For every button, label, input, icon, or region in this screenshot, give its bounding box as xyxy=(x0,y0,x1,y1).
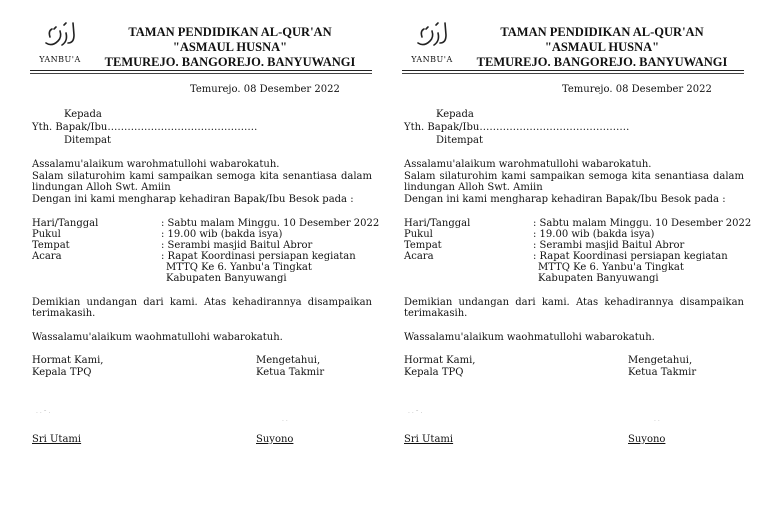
header-rule xyxy=(402,70,744,71)
header-line-1: TAMAN PENDIDIKAN AL-QUR'AN xyxy=(500,25,704,39)
signature-right-title-1: Mengetahui, xyxy=(256,355,321,366)
logo-caption: YANBU'A xyxy=(39,55,81,64)
arabic-calligraphy-icon xyxy=(40,17,80,55)
greeting: Assalamu'alaikum warohmatullohi wabarokatuh. xyxy=(32,159,280,170)
detail-value-place: : Serambi masjid Baitul Abror xyxy=(533,240,685,251)
detail-value-place: : Serambi masjid Baitul Abror xyxy=(161,240,313,251)
logo-caption: YANBU'A xyxy=(411,55,453,64)
header-line-2: "ASMAUL HUSNA" xyxy=(172,40,288,54)
header-rule-thin xyxy=(402,73,744,74)
recipient-kepada: Kepada xyxy=(64,109,102,120)
closing-paragraph: Demikian undangan dari kami. Atas kehadirannya disampaikan terimakasih. xyxy=(404,297,744,319)
recipient-ditempat: Ditempat xyxy=(64,135,112,146)
signature-left-title-1: Hormat Kami, xyxy=(404,355,476,366)
place-date: Temurejo. 08 Desember 2022 xyxy=(190,84,340,95)
yanbua-logo xyxy=(402,17,462,67)
detail-value-event-2: MTTQ Ke 6. Yanbu'a Tingkat xyxy=(166,262,312,273)
signature-mark-right: · · xyxy=(654,418,660,425)
header-line-2: "ASMAUL HUSNA" xyxy=(544,40,660,54)
detail-label-day: Hari/Tanggal xyxy=(32,218,99,229)
recipient-yth: Yth. Bapak/Ibu……………………………………… xyxy=(32,122,258,133)
detail-value-event-1: : Rapat Koordinasi persiapan kegiatan xyxy=(161,251,356,262)
detail-value-time: : 19.00 wib (bakda isya) xyxy=(161,229,283,240)
detail-value-time: : 19.00 wib (bakda isya) xyxy=(533,229,655,240)
invitation-letter-right xyxy=(372,0,752,529)
detail-label-place: Tempat xyxy=(32,240,70,251)
detail-value-event-3: Kabupaten Banyuwangi xyxy=(166,273,287,284)
detail-label-time: Pukul xyxy=(32,229,61,240)
intro-paragraph: Salam silaturohim kami sampaikan semoga kita senantiasa dalam lindungan Alloh Swt. Amiin xyxy=(404,171,744,193)
wassalam: Wassalamu'alaikum waohmatullohi wabarokatuh. xyxy=(404,332,655,343)
greeting: Assalamu'alaikum warohmatullohi wabarokatuh. xyxy=(404,159,652,170)
closing-paragraph: Demikian undangan dari kami. Atas kehadirannya disampaikan terimakasih. xyxy=(32,297,372,319)
intro-paragraph: Salam silaturohim kami sampaikan semoga kita senantiasa dalam lindungan Alloh Swt. Amiin xyxy=(32,171,372,193)
signature-mark-left: · · ˜ · xyxy=(408,410,423,417)
header-line-3: TEMUREJO. BANGOREJO. BANYUWANGI xyxy=(476,55,728,69)
detail-label-event: Acara xyxy=(404,251,434,262)
signature-right-title-1: Mengetahui, xyxy=(628,355,693,366)
detail-value-event-3: Kabupaten Banyuwangi xyxy=(538,273,659,284)
arabic-calligraphy-icon xyxy=(412,17,452,55)
signature-left-title-2: Kepala TPQ xyxy=(404,367,464,378)
header-rule-thin xyxy=(30,73,372,74)
recipient-ditempat: Ditempat xyxy=(436,135,484,146)
signature-mark-right: · · xyxy=(282,418,288,425)
signature-right-title-2: Ketua Takmir xyxy=(256,367,325,378)
yanbua-logo xyxy=(30,17,90,67)
signature-left-title-2: Kepala TPQ xyxy=(32,367,92,378)
invitation-letter-left xyxy=(0,0,380,529)
header-line-1: TAMAN PENDIDIKAN AL-QUR'AN xyxy=(128,25,332,39)
detail-label-day: Hari/Tanggal xyxy=(404,218,471,229)
signature-left-name: Sri Utami xyxy=(404,434,454,445)
detail-label-time: Pukul xyxy=(404,229,433,240)
request-line: Dengan ini kami mengharap kehadiran Bapak/Ibu Besok pada : xyxy=(404,194,726,205)
signature-left-name: Sri Utami xyxy=(32,434,82,445)
detail-value-event-1: : Rapat Koordinasi persiapan kegiatan xyxy=(533,251,728,262)
header-rule xyxy=(30,70,372,71)
signature-left-title-1: Hormat Kami, xyxy=(32,355,104,366)
request-line: Dengan ini kami mengharap kehadiran Bapak/Ibu Besok pada : xyxy=(32,194,354,205)
place-date: Temurejo. 08 Desember 2022 xyxy=(562,84,712,95)
header-line-3: TEMUREJO. BANGOREJO. BANYUWANGI xyxy=(104,55,356,69)
detail-value-day: : Sabtu malam Minggu. 10 Desember 2022 xyxy=(161,218,380,229)
detail-label-place: Tempat xyxy=(404,240,442,251)
detail-value-day: : Sabtu malam Minggu. 10 Desember 2022 xyxy=(533,218,752,229)
recipient-kepada: Kepada xyxy=(436,109,474,120)
recipient-yth: Yth. Bapak/Ibu……………………………………… xyxy=(404,122,630,133)
signature-right-name: Suyono xyxy=(628,434,666,445)
detail-value-event-2: MTTQ Ke 6. Yanbu'a Tingkat xyxy=(538,262,684,273)
wassalam: Wassalamu'alaikum waohmatullohi wabarokatuh. xyxy=(32,332,283,343)
signature-right-name: Suyono xyxy=(256,434,294,445)
signature-mark-left: · · ˜ · xyxy=(36,410,51,417)
detail-label-event: Acara xyxy=(32,251,62,262)
signature-right-title-2: Ketua Takmir xyxy=(628,367,697,378)
